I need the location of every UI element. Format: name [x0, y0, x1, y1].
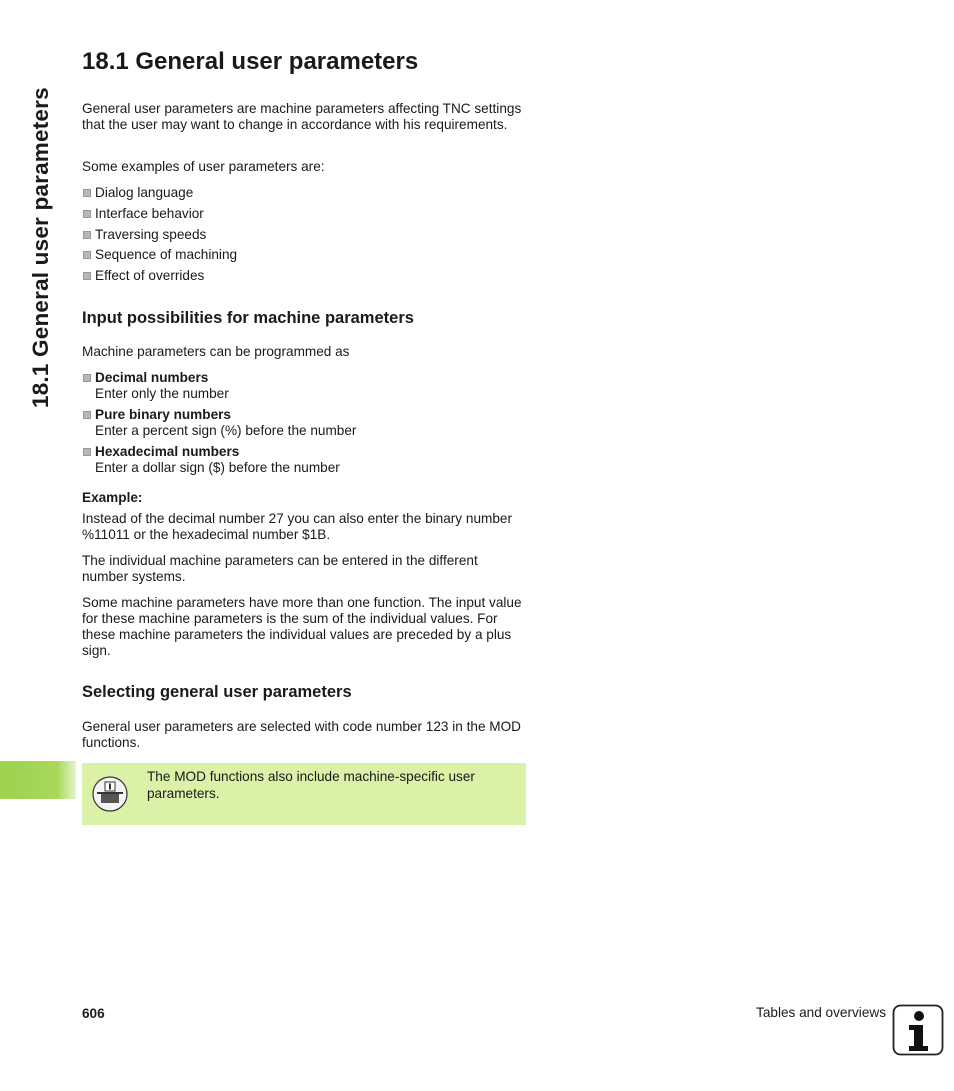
section-heading-input: Input possibilities for machine parameters	[82, 309, 414, 327]
bullet-square-icon	[83, 210, 91, 218]
note-text: The MOD functions also include machine-specific user parameters.	[147, 769, 475, 801]
item-description: Enter only the number	[95, 386, 229, 401]
plus-sign-paragraph: Some machine parameters have more than one function. The input value for these machine parameters is the sum of the individual values. For these machine parameters the individual values are preceded by a plus sign.	[82, 595, 522, 658]
machine-icon	[92, 776, 128, 812]
bullet-square-icon	[83, 189, 91, 197]
selecting-paragraph: General user parameters are selected with code number 123 in the MOD functions.	[82, 719, 521, 750]
bullet-square-icon	[83, 374, 91, 382]
bullet-square-icon	[83, 411, 91, 419]
list-item: Sequence of machining	[82, 247, 237, 263]
list-item: Effect of overrides	[82, 268, 237, 284]
list-item	[82, 370, 528, 402]
examples-intro: Some examples of user parameters are:	[82, 159, 325, 174]
bullet-square-icon	[83, 448, 91, 456]
list-item: Traversing speeds	[82, 227, 237, 243]
list-item: Interface behavior	[82, 206, 237, 222]
item-description: Enter a dollar sign ($) before the number	[95, 460, 340, 475]
side-chapter-title: 18.1 General user parameters	[28, 87, 53, 408]
list-item: Dialog language	[82, 185, 237, 201]
number-systems-paragraph: The individual machine parameters can be entered in the different number systems.	[82, 553, 478, 584]
page-title: 18.1 General user parameters	[82, 48, 419, 75]
bullet-square-icon	[83, 231, 91, 239]
item-description: Enter a percent sign (%) before the number	[95, 423, 357, 438]
page-number: 606	[82, 1006, 105, 1021]
chapter-tab-marker	[0, 761, 76, 799]
footer-chapter-title: Tables and overviews	[756, 1005, 886, 1020]
example-label: Example:	[82, 490, 143, 505]
bullet-square-icon	[83, 272, 91, 280]
bullet-square-icon	[83, 251, 91, 259]
item-label: Decimal numbers	[95, 370, 209, 385]
info-icon	[892, 1004, 944, 1056]
item-label: Pure binary numbers	[95, 407, 231, 422]
item-label: Hexadecimal numbers	[95, 444, 240, 459]
list-item	[82, 407, 528, 439]
section-heading-selecting: Selecting general user parameters	[82, 683, 352, 701]
intro-paragraph: General user parameters are machine parameters affecting TNC settings that the user may want to change in accordance with his requirements.	[82, 101, 522, 132]
examples-list	[82, 185, 237, 289]
list-item	[82, 444, 528, 476]
note-box	[82, 763, 526, 825]
example-paragraph: Instead of the decimal number 27 you can also enter the binary number %11011 or the hexadecimal number $1B.	[82, 511, 512, 542]
section-intro: Machine parameters can be programmed as	[82, 344, 350, 359]
